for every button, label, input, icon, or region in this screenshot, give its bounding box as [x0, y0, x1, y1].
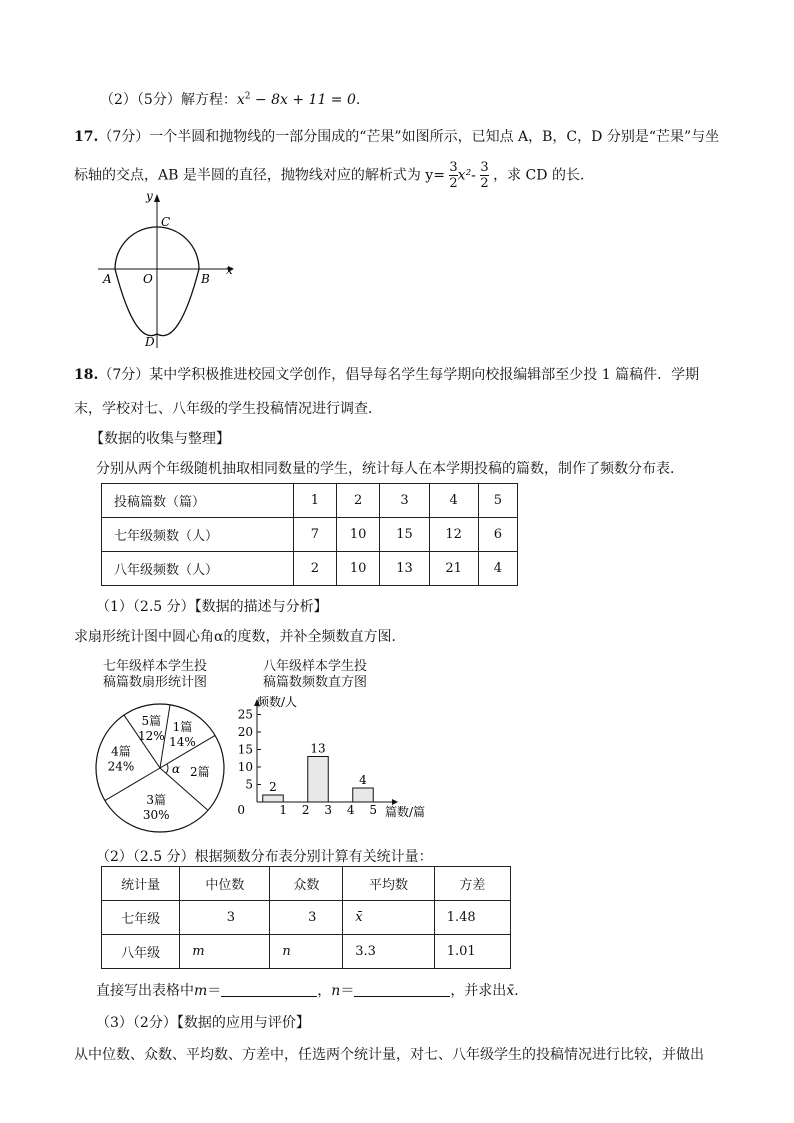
pie-label-1-name: 1篇 [172, 719, 193, 734]
q17-text1: （7分）一个半圆和抛物线的一部分围成的“芒果”如图所示，已知点 A，B，C，D 分别是“芒果”与坐 [98, 129, 720, 145]
q18-number: 18. [74, 367, 99, 383]
q18-text1: （7分）某中学积极推进校园文学创作，倡导每名学生每学期向校报编辑部至少投 1 篇稿件．学期 [98, 367, 700, 383]
freq-table-cell: 4 [429, 484, 478, 518]
label-x: x [226, 263, 233, 277]
q18-part1-title: （1）（2.5 分）【数据的描述与分析】 [96, 599, 328, 615]
label-A: A [103, 272, 112, 286]
mango-figure [90, 188, 240, 353]
frequency-table [101, 483, 518, 586]
freq-table-cell: 七年级频数（人） [102, 518, 294, 552]
stats-table-cell: 3 [180, 901, 270, 935]
answer-blank-m[interactable] [221, 982, 317, 997]
histogram [235, 690, 445, 830]
freq-table-cell: 八年级频数（人） [102, 552, 294, 586]
stats-table-cell: m [180, 935, 270, 969]
freq-table-cell: 3 [380, 484, 429, 518]
label-D: D [145, 335, 155, 349]
pie-label-4-pct: 24% [107, 759, 135, 774]
freq-table-cell: 7 [293, 518, 336, 552]
q17-line2 [74, 160, 584, 191]
hist-ytick-label: 0 [237, 803, 245, 817]
freq-table-cell: 5 [478, 484, 517, 518]
pie-label-5-name: 5篇 [141, 713, 162, 728]
stats-table-cell: 3 [270, 901, 343, 935]
fill-m: m [194, 983, 208, 999]
stats-table-row [102, 867, 511, 901]
pie-alpha-arc [166, 764, 168, 773]
stats-table-row [102, 935, 511, 969]
hist-xtick-label: 2 [301, 803, 310, 817]
q18-fill-line [96, 980, 528, 1000]
stats-table-cell: 统计量 [102, 867, 180, 901]
fill-prefix: 直接写出表格中 [96, 983, 194, 999]
hist-bar-label-5: 4 [359, 773, 367, 787]
q17-frac2-den: 2 [480, 176, 489, 191]
stats-table-cell: 八年级 [102, 935, 180, 969]
q18-line1 [74, 364, 699, 384]
hist-xtick-label: 1 [279, 803, 288, 817]
q18-intro: 分别从两个年级随机抽取相同数量的学生，统计每人在本学期投稿的篇数，制作了频数分布表． [96, 461, 684, 477]
q16-eq-sup: 2 [244, 91, 251, 102]
q18-section1: 【数据的收集与整理】 [90, 431, 230, 447]
fill-middle: ，并求出 [450, 983, 507, 999]
answer-blank-n[interactable] [354, 982, 450, 997]
q18-part1-task: 求扇形统计图中圆心角α的度数，并补全频数直方图． [74, 629, 406, 645]
label-C: C [161, 215, 171, 229]
freq-table-cell: 10 [336, 552, 379, 586]
hist-xtick-label: 5 [369, 803, 378, 817]
statistics-table [101, 866, 511, 969]
stats-table-cell: x̄ [343, 901, 435, 935]
q17-frac1-den: 2 [449, 176, 458, 191]
q18-part2-title: （2）（2.5 分）根据频数分布表分别计算有关统计量： [96, 849, 433, 865]
freq-table-cell: 15 [380, 518, 429, 552]
pie-label-2-name: 2篇 [190, 764, 210, 779]
stats-table-cell: 平均数 [343, 867, 435, 901]
pie-label-5-pct: 12% [137, 728, 165, 743]
q18-line2: 末，学校对七、八年级的学生投稿情况进行调查． [74, 401, 382, 417]
fill-eq2: ＝ [340, 983, 355, 999]
stats-table-cell: 众数 [270, 867, 343, 901]
label-O: O [143, 272, 153, 286]
q17-frac2 [480, 160, 488, 191]
label-B: B [201, 272, 210, 286]
pie-title-line1: 七年级样本学生投 [103, 659, 208, 674]
hist-bar-5 [353, 788, 374, 802]
hist-ytick-label: 25 [237, 707, 253, 722]
hist-bar-1 [263, 795, 284, 802]
hist-xlabel: 篇数/篇 [385, 805, 426, 819]
pie-label-1-pct: 14% [169, 734, 196, 749]
q17-frac1-num: 3 [449, 160, 458, 175]
pie-chart [90, 700, 235, 840]
freq-table-cell: 2 [336, 484, 379, 518]
freq-table-row [102, 518, 518, 552]
q17-line1 [74, 126, 719, 146]
fill-end: ． [514, 983, 529, 999]
q16-part2-prefix: （2）（5分）解方程： [100, 92, 237, 108]
pie-alpha-label: α [171, 762, 181, 777]
stats-table-cell: 中位数 [180, 867, 270, 901]
hist-title-line2: 稿篇数频数直方图 [263, 675, 368, 690]
hist-ytick-label: 15 [237, 742, 253, 757]
pie-label-3-name: 3篇 [146, 792, 167, 807]
label-y: y [146, 189, 153, 203]
fill-eq1: ＝ [207, 983, 222, 999]
q17-number: 17. [74, 129, 99, 145]
freq-table-cell: 13 [380, 552, 429, 586]
q18-part3-text: 从中位数、众数、平均数、方差中，任选两个统计量，对七、八年级学生的投稿情况进行比较，并做出 [74, 1047, 704, 1063]
q17-x2: x²- [457, 167, 476, 184]
hist-bar-label-3: 13 [310, 741, 326, 756]
freq-table-cell: 10 [336, 518, 379, 552]
fill-n: n [331, 983, 341, 999]
q18-part3-title: （3）（2分）【数据的应用与评价】 [96, 1015, 310, 1031]
freq-table-cell: 4 [478, 552, 517, 586]
stats-table-cell: 1.01 [434, 935, 510, 969]
q16-eq-x: x [236, 92, 245, 108]
hist-bar-label-1: 2 [269, 780, 277, 794]
q17-frac2-num: 3 [480, 160, 489, 175]
fill-xbar: x̄ [506, 983, 515, 999]
pie-label-4-name: 4篇 [111, 744, 131, 759]
q17-frac1 [449, 160, 457, 191]
q16-part2-line [100, 89, 360, 109]
freq-table-cell: 投稿篇数（篇） [102, 484, 294, 518]
pie-label-3-pct: 30% [142, 807, 170, 822]
stats-table-cell: 七年级 [102, 901, 180, 935]
freq-table-row [102, 484, 518, 518]
hist-ytick-label: 5 [245, 777, 253, 792]
freq-table-cell: 6 [478, 518, 517, 552]
q17-text2b: ，求 CD 的长. [493, 167, 585, 184]
q16-eq-rest: − 8x + 11 = 0. [250, 92, 361, 108]
hist-ytick-label: 10 [237, 760, 253, 774]
freq-table-cell: 1 [293, 484, 336, 518]
stats-table-cell: 方差 [434, 867, 510, 901]
hist-ylabel: 频数/人 [257, 695, 298, 709]
pie-title-line2: 稿篇数扇形统计图 [103, 675, 208, 690]
freq-table-row [102, 552, 518, 586]
hist-bar-3 [308, 757, 329, 803]
freq-table-cell: 2 [293, 552, 336, 586]
hist-ytick-label: 20 [237, 725, 253, 739]
y-axis-arrow [154, 194, 160, 202]
fill-sep: ， [317, 983, 332, 999]
hist-title-line1: 八年级样本学生投 [263, 659, 368, 674]
q17-text2a: 标轴的交点，AB 是半圆的直径，抛物线对应的解析式为 y= [74, 167, 445, 184]
stats-table-cell: 1.48 [434, 901, 510, 935]
stats-table-cell: n [270, 935, 343, 969]
freq-table-cell: 21 [429, 552, 478, 586]
stats-table-cell: 3.3 [343, 935, 435, 969]
hist-xtick-label: 4 [346, 803, 355, 817]
hist-xtick-label: 3 [324, 803, 333, 817]
freq-table-cell: 12 [429, 518, 478, 552]
stats-table-row [102, 901, 511, 935]
